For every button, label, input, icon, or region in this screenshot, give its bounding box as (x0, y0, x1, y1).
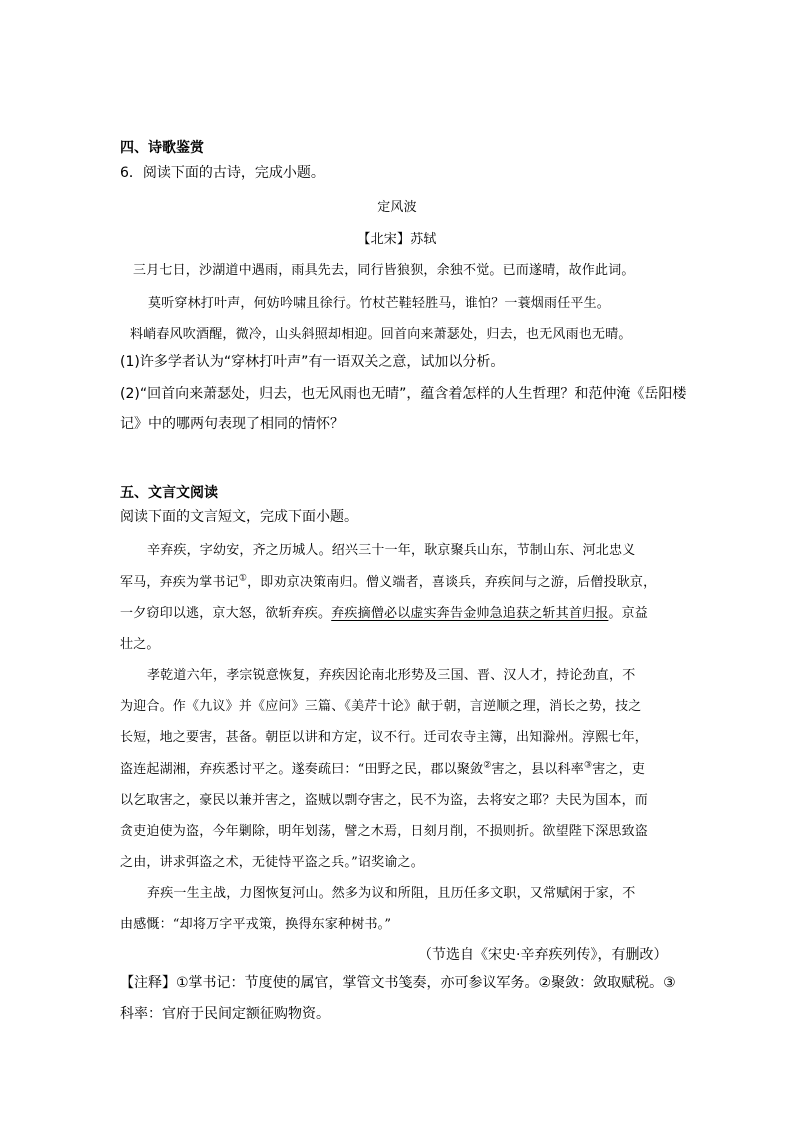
section-heading-poetry: 四、诗歌鉴赏 (120, 140, 204, 156)
text-fragment: ，即劝京决策南归。僧义端者，喜谈兵，弃疾间与之游，后僧投耿京， (247, 575, 657, 590)
text-fragment: 害之，县以科率 (491, 762, 584, 777)
passage-p2-line-2: 为迎合。作《九议》并《应问》三篇、《美芹十论》献于朝，言逆顺之理，消长之势，技之 (120, 699, 642, 714)
poem-title: 定风波 (377, 200, 417, 215)
note-marker-2: ② (483, 760, 492, 771)
reading-instruction: 阅读下面的文言短文，完成下面小题。 (120, 509, 358, 525)
sub-question-1: (1)许多学者认为“穿林打叶声”有一语双关之意，试加以分析。 (120, 354, 505, 370)
sub-question-2-line-1: (2)“回首向来萧瑟处，归去，也无风雨也无晴”，蕴含着怎样的人生哲理？和范仲淹《岳阳楼 (120, 386, 687, 402)
note-marker-1: ① (238, 573, 248, 584)
passage-p3-line-1: 弃疾一生主战，力图恢复河山。然多为议和所阻，且历任多文职，又常赋闲于家，不 (147, 886, 636, 901)
passage-p2-line-5: 以乞取害之，豪民以兼并害之，盗贼以剽夺害之，民不为盗，去将安之耶？夫民为国本，而 (120, 793, 649, 808)
passage-source: （节选自《宋史·辛弃疾列传》，有删改） (418, 947, 668, 963)
question-6-prompt: 6．阅读下面的古诗，完成小题。 (120, 165, 325, 181)
passage-p3-line-2: 由感慨：“却将万字平戎策，换得东家种树书。” (120, 917, 392, 932)
passage-p2-line-1: 孝乾道六年，孝宗锐意恢复，弃疾因论南北形势及三国、晋、汉人才，持论劲直，不 (147, 668, 636, 683)
passage-p1-line-3 (120, 604, 648, 624)
passage-p1-line-2 (120, 573, 656, 593)
passage-p2-line-4 (120, 760, 645, 780)
section-heading-classical-chinese: 五、文言文阅读 (120, 485, 218, 501)
annotation-notes-line-2: 科率：官府于民间定额征购物资。 (120, 1006, 330, 1022)
text-fragment: 一夕窃印以逃，京大怒，欲斩弃疾。 (120, 606, 332, 621)
underlined-sentence: 弃疾摘僧必以虚实奔告金帅急追获之斩其首归报 (331, 606, 609, 621)
poem-line-2: 料峭春风吹酒醒，微冷，山头斜照却相迎。回首向来萧瑟处，归去，也无风雨也无晴。 (130, 327, 632, 342)
passage-p2-line-3: 长短，地之要害，甚备。朝臣以讲和方定，议不行。迁司农寺主簿，出知滁州。淳熙七年， (120, 730, 649, 745)
text-fragment: 军马，弃疾为掌书记 (120, 575, 239, 590)
poem-preface: 三月七日，沙湖道中遇雨，雨具先去，同行皆狼狈，余独不觉。已而遂晴，故作此词。 (133, 263, 635, 278)
passage-p2-line-6: 贪吏迫使为盗，今年剿除，明年划荡，譬之木焉，日刻月削，不损则折。欲望陛下深思致盗 (120, 824, 649, 839)
text-fragment: 害之，吏 (592, 762, 646, 777)
annotation-notes-line-1: 【注释】①掌书记：节度使的属官，掌管文书笺奏，亦可参议军务。②聚敛：敛取赋税。③ (120, 975, 676, 991)
text-fragment: 。京益 (608, 606, 649, 621)
passage-p1-line-1: 辛弃疾，字幼安，齐之历城人。绍兴三十一年，耿京聚兵山东，节制山东、河北忠义 (147, 543, 636, 558)
passage-p1-line-4: 壮之。 (120, 637, 160, 652)
text-fragment: 盗连起湖湘，弃疾悉讨平之。遂奏疏曰：“田野之民，郡以聚敛 (120, 762, 484, 777)
note-marker-3: ③ (583, 760, 593, 771)
passage-p2-line-7: 之由，讲求弭盗之术，无徒恃平盗之兵。”诏奖谕之。 (120, 855, 424, 870)
sub-question-2-line-2: 记》中的哪两句表现了相同的情怀？ (120, 416, 344, 432)
poem-line-1: 莫听穿林打叶声，何妨吟啸且徐行。竹杖芒鞋轻胜马，谁怕？一蓑烟雨任平生。 (148, 296, 611, 311)
poem-author: 【北宋】苏轼 (357, 232, 437, 247)
